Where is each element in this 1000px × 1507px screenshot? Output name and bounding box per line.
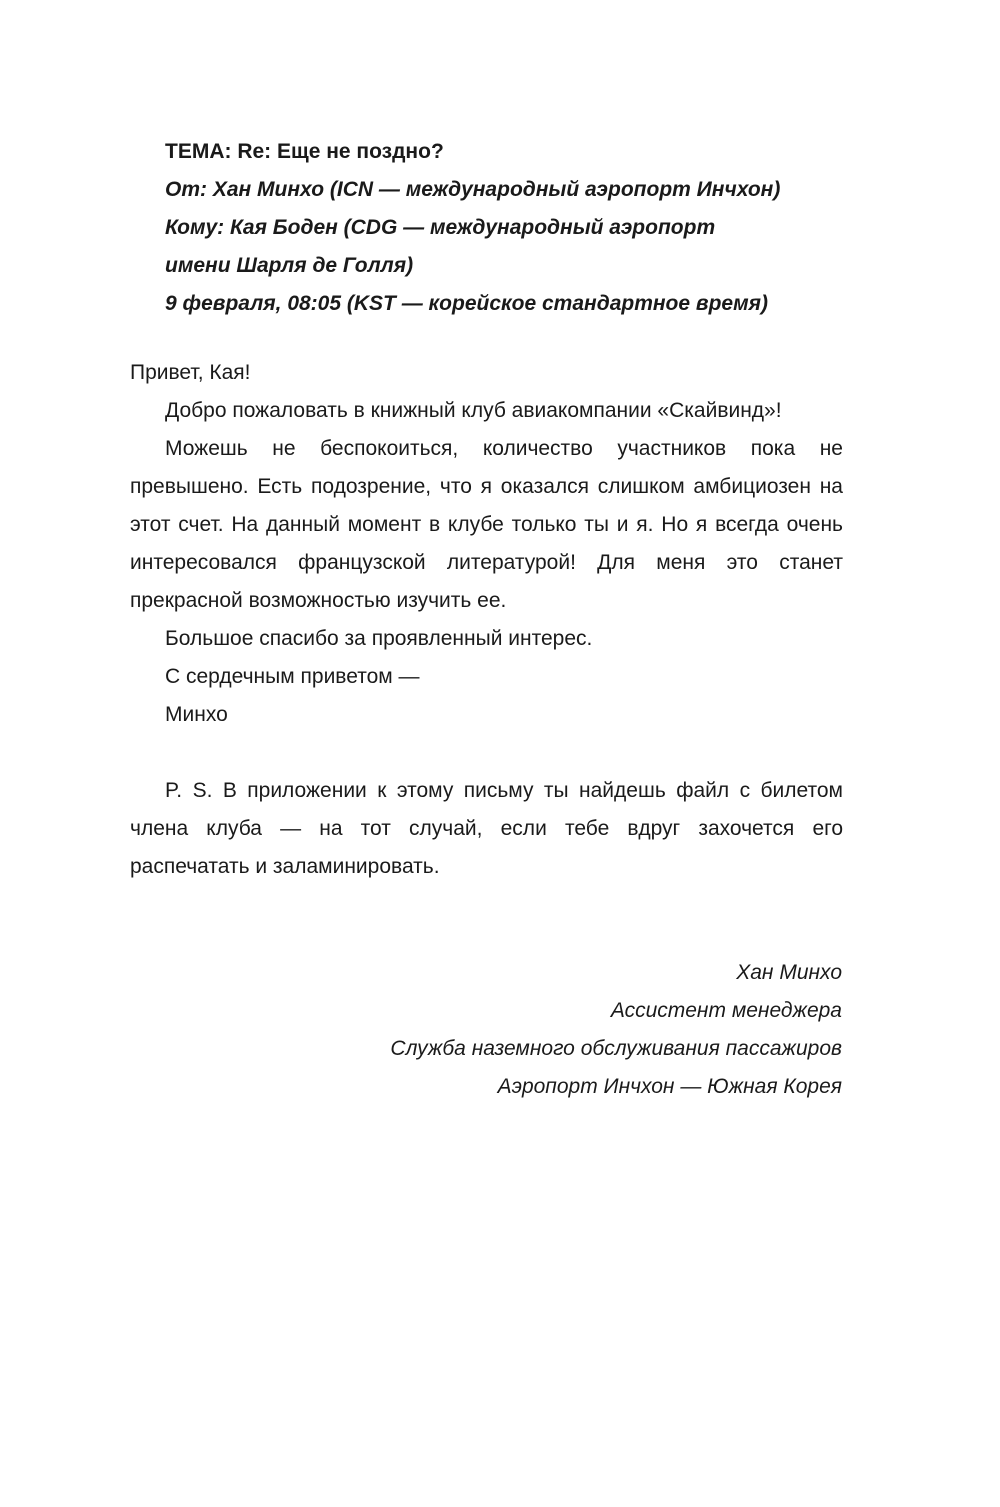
signature-location: Аэропорт Инчхон — Южная Корея <box>497 1075 842 1098</box>
email-body <box>130 354 843 886</box>
signature-department: Служба наземного обслуживания пассажиров <box>390 1037 842 1060</box>
greeting: Привет, Кая! <box>130 361 251 384</box>
signature-name: Хан Минхо <box>736 961 842 984</box>
paragraph-welcome: Добро пожаловать в книжный клуб авиакомпании «Скайвинд»! <box>165 399 782 422</box>
email-date: 9 февраля, 08:05 (KST — корейское стандартное время) <box>165 292 768 315</box>
paragraph-members: Можешь не беспокоиться, количество участников пока не превышено. Есть подозрение, что я оказался слишком амбициозен на этот счет. На данный момент в клубе только ты и я. Но я всегда очень интересовался французской литературой! Для меня это станет прекрасной возможностью изучить ее. <box>130 437 843 612</box>
paragraph-thanks: Большое спасибо за проявленный интерес. <box>165 627 593 650</box>
email-to-line-2: имени Шарля де Голля) <box>165 254 414 277</box>
signature-block <box>142 954 842 1106</box>
email-subject: ТЕМА: Re: Еще не поздно? <box>165 140 444 163</box>
email-header <box>165 133 865 323</box>
signature-position: Ассистент менеджера <box>610 999 842 1022</box>
postscript: P. S. В приложении к этому письму ты найдешь файл с билетом члена клуба — на тот случай, если тебе вдруг захочется его распечатать и заламинировать. <box>130 779 843 878</box>
closing-line: С сердечным приветом — <box>165 665 420 688</box>
email-to-line-1: Кому: Кая Боден (CDG — международный аэропорт <box>165 216 716 239</box>
email-from: От: Хан Минхо (ICN — международный аэропорт Инчхон) <box>165 178 781 201</box>
sender-short-name: Минхо <box>165 703 228 726</box>
